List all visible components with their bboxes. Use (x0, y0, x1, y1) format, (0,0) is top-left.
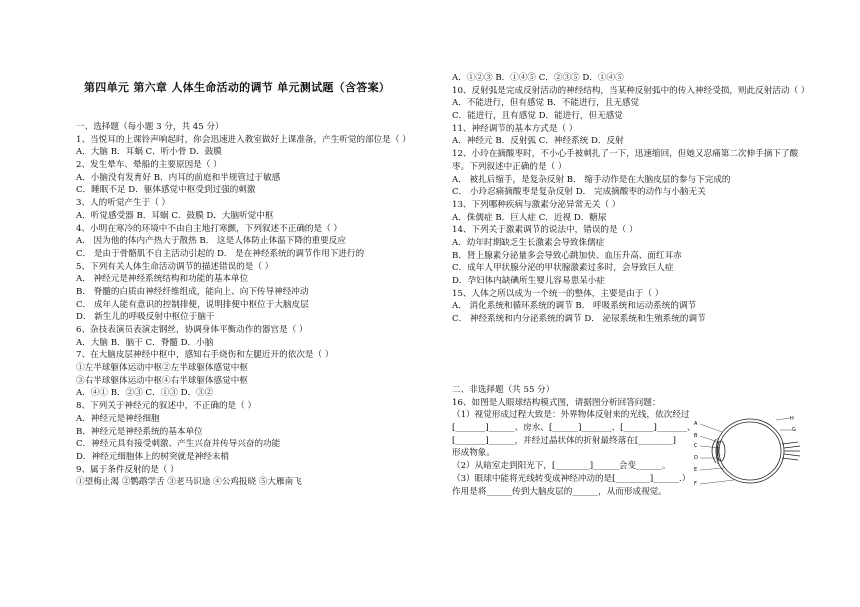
text-line: 13、下列哪种疾病与激素分泌异常无关（ ） (452, 199, 621, 210)
text-line: 作用是将______传到大脑皮层的______，从而形成视觉。 (452, 486, 667, 497)
text-line: A． 神经元是神经系统结构和功能的基本单位 (76, 274, 249, 285)
text-line: B． 脊髓的白质由神经纤维组成，能向上、向下传导神经冲动 (76, 286, 309, 297)
text-line: A．大脑 B．耳蜗 C．听小骨 D．鼓膜 (76, 147, 222, 158)
text-line: 7、在大脑皮层神经中枢中，感知右手烧伤和左腿近开的依次是（ ） (76, 350, 334, 361)
eye-label: C (694, 443, 698, 449)
text-line: A．幼年时期缺乏生长激素会导致侏儒症 (452, 237, 605, 248)
page-title: 第四单元 第六章 人体生命活动的调节 单元测试题（含答案） (84, 81, 391, 94)
eye-label: E (694, 467, 698, 473)
text-line: A．不能进行，但有感觉 B．不能进行，且无感觉 (452, 98, 640, 109)
text-line: C．睡眠不足 D．躯体感觉中枢受到过强的刺激 (76, 185, 256, 196)
text-line: A． 消化系统和循环系统的调节 B． 呼吸系统和运动系统的调节 (452, 301, 697, 312)
text-line: （2）从暗室走到阳光下，[________]______会变______。 (452, 461, 671, 472)
text-line: 4、小明在寒冷的环境中不由自主地打寒颤，下列叙述不正确的是（ ） (76, 223, 343, 234)
text-line: C．成年人甲状腺分泌的甲状腺激素过多时，会导致巨人症 (452, 263, 674, 274)
text-line: 16、如图是人眼球结构模式图，请据图分析回答问题： (452, 397, 661, 408)
text-line: A． 因为他的体内产热大于散热 B． 这是人体防止体温下降的重要反应 (76, 236, 346, 247)
text-line: ③右半球躯体运动中枢④右半球躯体感觉中枢 (76, 375, 248, 386)
text-line: ①望梅止渴 ②鹦鹉学舌 ③老马识途 ④公鸡报晓 ⑤大雁南飞 (76, 477, 302, 488)
text-line: 10、反射弧是完成反射活动的神经结构，当某种反射弧中的传入神经受损，则此反射活动（ ） (452, 85, 810, 96)
text-line: D． 新生儿的呼吸反射中枢位于脑干 (76, 312, 215, 323)
text-line: 11、神经调节的基本方式是（ ） (452, 123, 578, 134)
text-line: C． 神经系统和内分泌系统的调节 D． 泌尿系统和生殖系统的调节 (452, 314, 706, 325)
text-line: ①左半球躯体运动中枢②左半球躯体感觉中枢 (76, 363, 248, 374)
text-line: 5、下列有关人体生命活动调节的描述错误的是（ ） (76, 261, 274, 272)
text-line: D．孕妇体内缺碘所生婴儿容易患呆小症 (452, 276, 605, 286)
text-line: C． 是由于骨骼肌不自主活动引起的 D． 是在神经系统的调节作用下进行的 (76, 248, 365, 259)
text-line: 2、发生晕车、晕船的主要原因是（ ） (76, 160, 222, 171)
left-column (76, 121, 426, 489)
text-line: 15、人体之所以成为一个统一的整体，主要是由于（ ） (452, 288, 664, 299)
text-line: 二、非选择题（共 55 分） (452, 385, 555, 395)
text-line: 枣。下列叙述中正确的是（ ） (452, 161, 567, 172)
text-line: A．小脑没有发育好 B．内耳的前庭和半规管过于敏感 (76, 172, 281, 183)
text-line: 6、杂技表演员表演走钢丝，协调身体平衡动作的器官是（ ） (76, 325, 308, 335)
text-line: A．听觉感受器 B．耳蜗 C．鼓膜 D．大脑听觉中枢 (76, 210, 274, 221)
eye-label: B (694, 433, 698, 439)
text-line: C．能进行，且有感觉 D．能进行，但无感觉 (452, 111, 623, 122)
eye-label: G (792, 427, 796, 433)
eye-label: A (694, 421, 698, 427)
text-line: A．④① B．②③ C．①③ D．③② (76, 388, 214, 399)
text-line: A．神经元 B．反射弧 C．神经系统 D．反射 (452, 136, 624, 147)
text-line: [_______]______、房水、[______]_______、[_______]_______、 (452, 423, 696, 434)
eye-label: H (790, 416, 794, 422)
text-line: B．肾上腺素分泌量多会导致心跳加快、血压升高、面红耳赤 (452, 250, 682, 261)
text-line: A． 被扎后缩手，是复杂反射 B． 缩手动作是在大脑皮层的参与下完成的 (452, 174, 731, 185)
eyeball-diagram (694, 412, 802, 490)
text-line: C． 成年人能有意识的控制排便，说明排便中枢位于大脑皮层 (76, 299, 309, 310)
text-line: （1）视觉形成过程大致是：外界物体反射来的光线，依次经过 (452, 410, 690, 421)
text-line: （3）眼球中能将光线转变成神经冲动的是[________]______.） (452, 473, 691, 484)
text-line: D．神经元细胞体上的树突就是神经末梢 (76, 451, 229, 462)
right-column (452, 72, 812, 326)
text-line: 8、下列关于神经元的叙述中，不正确的是（ ） (76, 401, 257, 412)
text-line: C．神经元具有接受刺激、产生兴奋并传导兴奋的功能 (76, 439, 281, 450)
text-line: A．侏儒症 B．巨人症 C．近视 D．糖尿 (452, 212, 607, 223)
text-line: [_______]______，并经过晶状体的折射最终落在[________] (452, 435, 676, 446)
text-line: 14、下列关于激素调节的说法中，错误的是（ ） (452, 225, 638, 236)
text-line: 1、当悦耳的上课铃声响起时，你会迅速进入教室做好上课准备，产生听觉的部位是（ ） (76, 134, 411, 145)
eye-label: F (694, 481, 697, 487)
text-line: A．①②③ B．①④⑤ C．②③⑤ D．①④⑤ (452, 73, 624, 83)
eye-label: D (694, 455, 698, 461)
text-line: 9、属于条件反射的是（ ） (76, 464, 179, 475)
text-line: 3、人的听觉产生于（ ） (76, 198, 171, 209)
text-line: 形成物象。 (452, 448, 495, 459)
text-line: C． 小玲忍痛摘酸枣是复杂反射 D． 完成摘酸枣的动作与小脑无关 (452, 187, 706, 198)
text-line: A．神经元是神经细胞 (76, 413, 160, 424)
text-line: A．大脑 B．脑干 C．脊髓 D．小脑 (76, 337, 214, 348)
text-line: 一、选择题（每小题 3 分，共 45 分） (76, 122, 224, 132)
text-line: 12、小玲在摘酸枣时，不小心手被刺扎了一下，迅速缩回，但她又忍痛第二次伸手摘下了酸 (452, 149, 799, 160)
text-line: B．神经元是神经系统的基本单位 (76, 426, 203, 437)
